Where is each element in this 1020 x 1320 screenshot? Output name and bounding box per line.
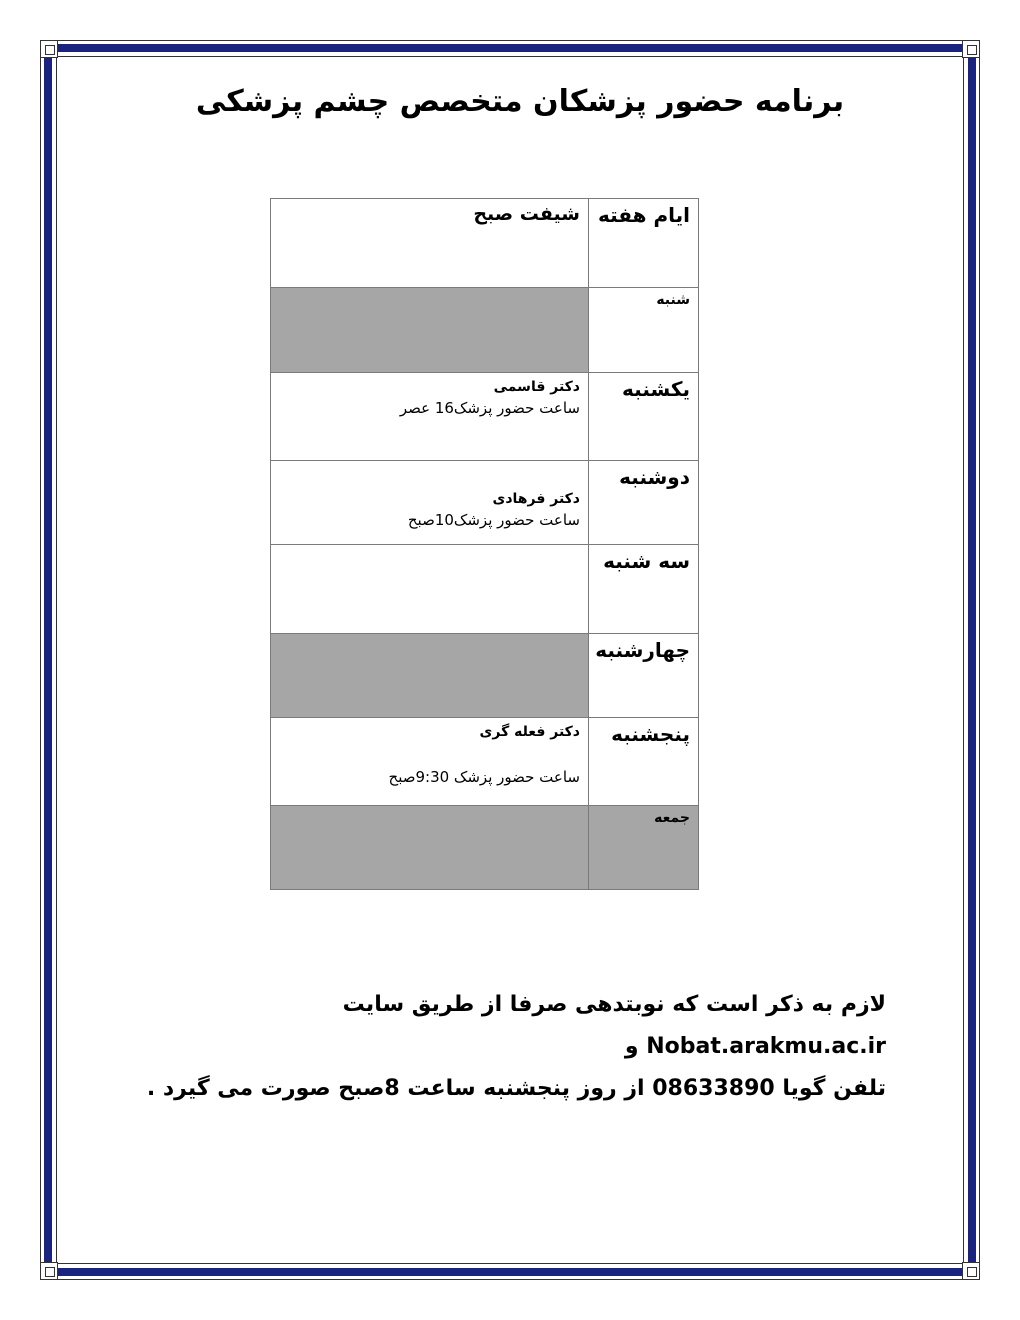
doctor-hours: ساعت حضور پزشک 9:30صبح xyxy=(388,768,580,786)
table-header-row xyxy=(271,199,699,288)
day-cell: چهارشنبه xyxy=(589,634,699,718)
appointment-note xyxy=(110,984,886,1110)
doctor-hours: ساعت حضور پزشک16 عصر xyxy=(399,399,580,417)
corner-ornament xyxy=(962,40,980,58)
day-cell: شنبه xyxy=(589,288,699,373)
header-shift-cell: شیفت صبح xyxy=(271,199,589,288)
doctor-name: دکتر فرهادی xyxy=(492,491,580,507)
corner-ornament xyxy=(962,1262,980,1280)
shift-cell xyxy=(271,373,589,461)
day-cell: پنجشنبه xyxy=(589,718,699,806)
page-title: برنامه حضور پزشکان متخصص چشم پزشکی xyxy=(195,84,845,119)
schedule-table xyxy=(270,198,699,890)
shift-cell xyxy=(271,718,589,806)
note-line-1 xyxy=(110,984,886,1068)
day-cell: سه شنبه xyxy=(589,545,699,634)
shift-cell-empty xyxy=(271,806,589,890)
corner-ornament xyxy=(40,40,58,58)
day-cell: دوشنبه xyxy=(589,461,699,545)
table-row xyxy=(271,373,699,461)
doctor-name: دکتر قاسمی xyxy=(493,379,580,395)
table-row xyxy=(271,634,699,718)
note-website: Nobat.arakmu.ac.ir xyxy=(646,1034,886,1059)
corner-ornament xyxy=(40,1262,58,1280)
header-day-cell: ایام هفته xyxy=(589,199,699,288)
table-row xyxy=(271,718,699,806)
shift-cell-empty xyxy=(271,288,589,373)
table-row xyxy=(271,461,699,545)
doctor-name: دکتر فعله گری xyxy=(479,724,580,740)
table-row xyxy=(271,288,699,373)
note-text: لازم به ذکر است که نوبتدهی صرفا از طریق سایت xyxy=(342,992,886,1017)
table-row xyxy=(271,545,699,634)
note-text: و xyxy=(624,1034,639,1059)
shift-cell-empty xyxy=(271,634,589,718)
table-row xyxy=(271,806,699,890)
note-line-2: تلفن گویا 08633890 از روز پنجشنبه ساعت 8صبح صورت می گیرد . xyxy=(146,1076,886,1101)
day-cell: جمعه xyxy=(589,806,699,890)
day-cell: یکشنبه xyxy=(589,373,699,461)
shift-cell-empty xyxy=(271,545,589,634)
doctor-hours: ساعت حضور پزشک10صبح xyxy=(407,511,580,529)
shift-cell xyxy=(271,461,589,545)
